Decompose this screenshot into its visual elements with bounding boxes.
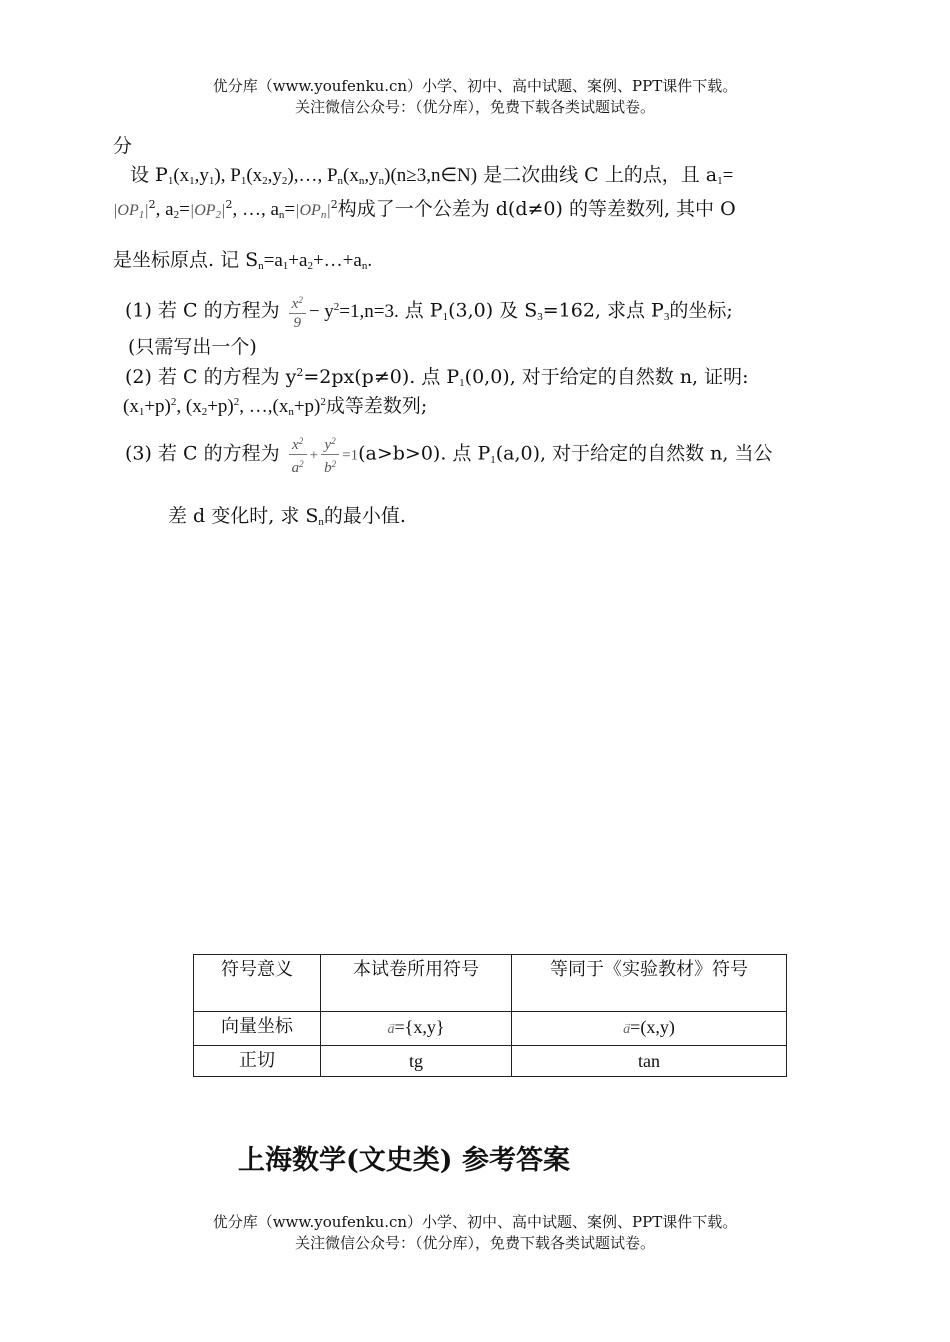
symbol-table [193,954,787,1077]
vector-a-symbol: → a [623,1022,630,1037]
q2-d: 成等差数列; [325,395,428,417]
answer-title: 上海数学(文史类) 参考答案 [238,1145,570,1176]
question-3: (3) 若 C 的方程为 $\frac{x^2}{a^2}$ + $\frac{y^2}{b^2}$ =1(a>b>0). 点 $P_1(a,0)$, 对于给定的自然数 n, 当公 [125,432,772,477]
q1-d: =162, 求点 P [542,299,664,322]
intro-a: 设 P [130,164,168,186]
q3-d: 差 d 变化时, 求 S [168,505,319,527]
table-cell: 正切 [194,1046,321,1077]
q2-sequence: $(x_1+p)^2$, $(x_2+p)^2$, $\dots,(x_n+p)^2$成等差数列; [123,395,428,418]
table-row [194,1046,787,1077]
question-1: (1) 若 C 的方程为 $\frac{x^2}{9}$ − $y^2=1,n=3$. 点 $P_1(3,0)$ 及 $S_3=162$, 求点 $P_3$的坐标; [125,291,733,332]
question-2: (2) 若 C 的方程为 $y^2=2px(p\ne 0)$. 点 $P_1(0,0)$, 对于给定的自然数 n, 证明: [125,366,749,389]
q3-b: (a>b>0). 点 P [358,442,491,465]
q1-e: 的坐标; [669,299,733,322]
intro-line-1: 设 $P_1(x_1,y_1)$, $P_1(x_2,y_2),\dots$, $P_n(x_n,y_n)(n\ge 3,n\in N)$ 是二次曲线 C 上的点，且 $a_1=$ [130,164,734,187]
table-header-row [194,955,787,1012]
table-row [194,1012,787,1046]
q1-c: (3,0) 及 S [448,299,538,322]
text-fragment: 分 [113,135,133,157]
q1-label: (1) [125,299,152,322]
q3-a: 若 C 的方程为 [157,442,280,465]
q2-label: (2) [125,366,152,388]
q2-a: 若 C 的方程为 y [157,366,297,388]
vector-a-symbol: → a [388,1022,395,1037]
table-header-cell: 本试卷所用符号 [321,955,512,1012]
intro-d: 是坐标原点. 记 S [113,249,259,271]
intro-line-3: 是坐标原点. 记 $S_n=a_1+a_2+\dots+a_n$. [113,249,373,272]
footer-line-2: 关注微信公众号：（优分库），免费下载各类试题试卷。 [294,1234,655,1252]
footer-line-1: 优分库（www.youfenku.cn）小学、初中、高中试题、案例、PPT课件下载。 [212,1213,738,1231]
q1-b: 点 P [404,299,443,322]
table-header-cell: 等同于《实验教材》符号 [512,955,787,1012]
intro-b: 是二次曲线 C 上的点，且 a [483,164,718,186]
q1-a: 若 C 的方程为 [157,299,280,322]
header-line-2: 关注微信公众号：（优分库），免费下载各类试题试卷。 [294,98,655,116]
table-header-cell: 符号意义 [194,955,321,1012]
table-cell: 向量坐标 [194,1012,321,1046]
q2-c: (0,0), 对于给定的自然数 n, 证明: [464,366,749,388]
q3-c: (a,0), 对于给定的自然数 n, 当公 [495,442,773,465]
intro-c: 构成了一个公差为 d(d≠0) 的等差数列, 其中 O [337,198,736,220]
header-line-1: 优分库（www.youfenku.cn）小学、初中、高中试题、案例、PPT课件下载。 [212,77,738,95]
intro-line-2: $|OP_1|^2$, $a_2=|OP_2|^2$, …, $a_n=|OP_n|^2$构成了一个公差为 d(d≠0) 的等差数列, 其中 O [113,198,736,221]
table-cell: → a=(x,y) [512,1012,787,1046]
table-cell: tan [512,1046,787,1077]
table-cell: tg [321,1046,512,1077]
q2-b: =2px(p≠0). 点 P [303,366,460,388]
q3-label: (3) [125,442,152,465]
table-cell: → a={x,y} [321,1012,512,1046]
q3-line-2: 差 d 变化时, 求 $S_n$的最小值. [168,505,406,528]
q1-note: (只需写出一个) [128,336,257,358]
q3-e: 的最小值. [323,505,406,527]
